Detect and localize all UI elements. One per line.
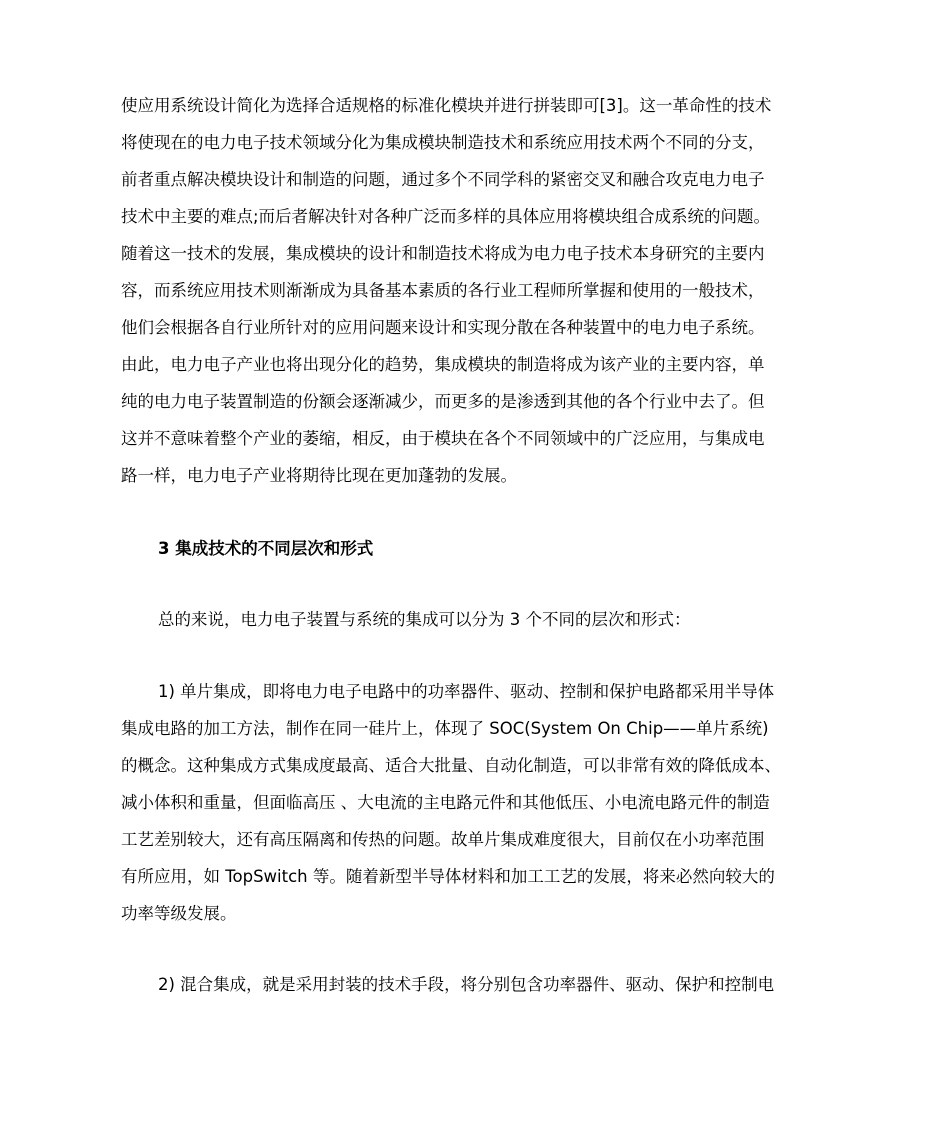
section-heading: 3 集成技术的不同层次和形式 [158,539,374,558]
paragraph-line: 前者重点解决模块设计和制造的问题，通过多个不同学科的紧密交叉和融合攻克电力电子 [121,170,765,189]
item-1-line: 减小体积和重量，但面临高压 、大电流的主电路元件和其他低压、小电流电路元件的制造 [121,793,770,812]
intro-line: 总的来说，电力电子装置与系统的集成可以分为 3 个不同的层次和形式： [158,610,691,629]
paragraph-line: 这并不意味着整个产业的萎缩，相反，由于模块在各个不同领域中的广泛应用，与集成电 [121,429,765,448]
paragraph-line: 路一样，电力电子产业将期待比现在更加蓬勃的发展。 [121,466,517,485]
paragraph-line: 由此，电力电子产业也将出现分化的趋势，集成模块的制造将成为该产业的主要内容，单 [121,355,765,374]
item-2-line: 2) 混合集成，就是采用封装的技术手段，将分别包含功率器件、驱动、保护和控制电 [158,975,775,994]
item-1-line: 的概念。这种集成方式集成度最高、适合大批量、自动化制造，可以非常有效的降低成本、 [121,756,781,775]
paragraph-line: 他们会根据各自行业所针对的应用问题来设计和实现分散在各种装置中的电力电子系统。 [121,318,765,337]
item-1-line: 集成电路的加工方法，制作在同一硅片上，体现了 SOC(System On Chip——单片系统) [121,719,769,738]
item-1-line: 功率等级发展。 [121,904,237,923]
item-1-line: 有所应用，如 TopSwitch 等。随着新型半导体材料和加工工艺的发展，将来必然向较大的 [121,867,775,886]
paragraph-line: 使应用系统设计简化为选择合适规格的标准化模块并进行拼装即可[3]。这一革命性的技术 [121,96,772,115]
item-1-line: 1) 单片集成，即将电力电子电路中的功率器件、驱动、控制和保护电路都采用半导体 [158,682,775,701]
item-1-line: 工艺差别较大，还有高压隔离和传热的问题。故单片集成难度很大，目前仅在小功率范围 [121,830,765,849]
paragraph-line: 随着这一技术的发展，集成模块的设计和制造技术将成为电力电子技术本身研究的主要内 [121,244,765,263]
paragraph-line: 容，而系统应用技术则渐渐成为具备基本素质的各行业工程师所掌握和使用的一般技术， [121,281,765,300]
paragraph-line: 技术中主要的难点;而后者解决针对各种广泛而多样的具体应用将模块组合成系统的问题。 [121,207,771,226]
paragraph-line: 纯的电力电子装置制造的份额会逐渐减少，而更多的是渗透到其他的各个行业中去了。但 [121,392,765,411]
paragraph-line: 将使现在的电力电子技术领域分化为集成模块制造技术和系统应用技术两个不同的分支， [121,133,765,152]
